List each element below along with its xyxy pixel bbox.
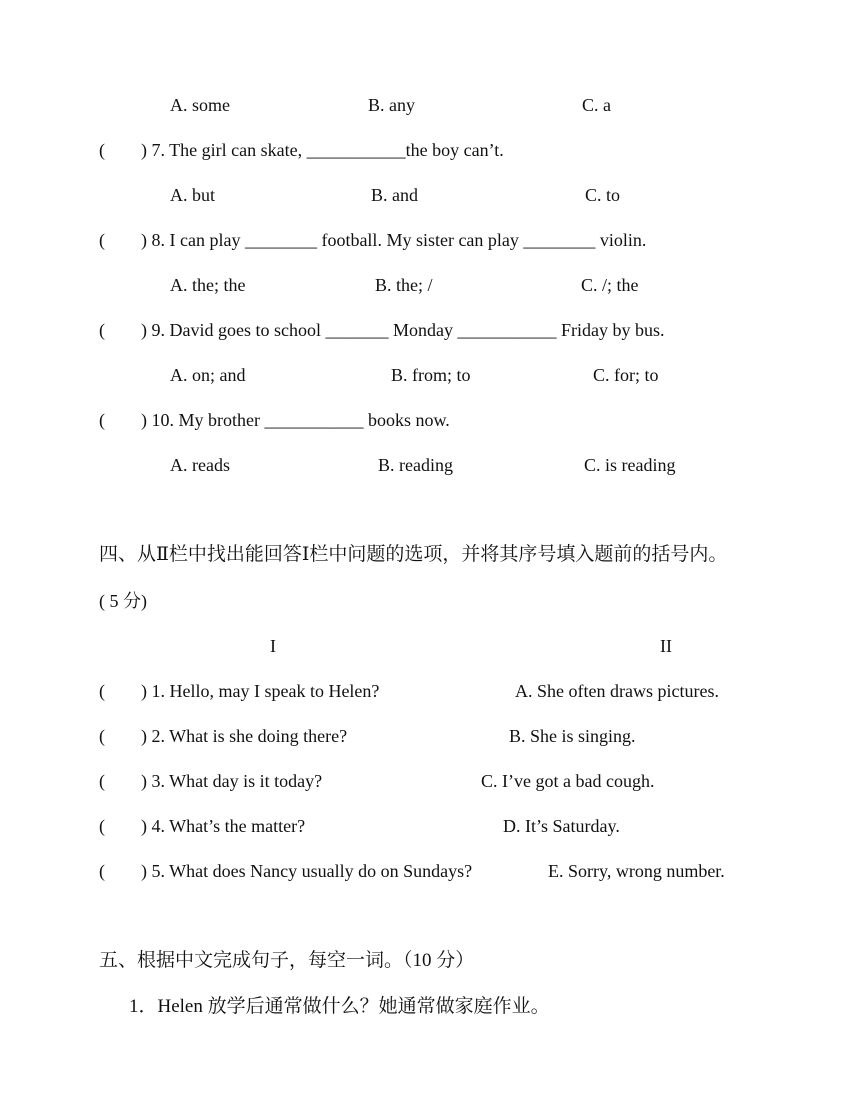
q10-option-c: C. is reading [584, 455, 676, 475]
question-8: ( ) 8. I can play ________ football. My sister can play ________ violin. [99, 230, 647, 250]
q6-option-a: A. some [170, 95, 230, 115]
q8-option-b: B. the; / [375, 275, 433, 295]
q9-option-c: C. for; to [593, 365, 659, 385]
q6-option-b: B. any [368, 95, 415, 115]
match-question-1: ( ) 1. Hello, may I speak to Helen? [99, 681, 380, 701]
q10-option-b: B. reading [378, 455, 453, 475]
match-answer-e: E. Sorry, wrong number. [548, 861, 725, 881]
match-answer-a: A. She often draws pictures. [515, 681, 719, 701]
part5-heading: 五、根据中文完成句子，每空一词。（10 分） [99, 950, 475, 971]
match-question-3: ( ) 3. What day is it today? [99, 771, 323, 791]
match-question-2: ( ) 2. What is she doing there? [99, 726, 348, 746]
part4-heading: 四、从Ⅱ栏中找出能回答Ⅰ栏中问题的选项，并将其序号填入题前的括号内。 [99, 544, 728, 565]
match-answer-b: B. She is singing. [509, 726, 636, 746]
q7-option-c: C. to [585, 185, 621, 205]
part4-score: ( 5 分) [99, 591, 147, 611]
match-answer-c: C. I’ve got a bad cough. [481, 771, 655, 791]
question-9: ( ) 9. David goes to school _______ Monday ___________ Friday by bus. [99, 320, 665, 340]
q8-option-a: A. the; the [170, 275, 246, 295]
question-10: ( ) 10. My brother ___________ books now. [99, 410, 450, 430]
q7-option-b: B. and [371, 185, 418, 205]
question-7: ( ) 7. The girl can skate, ___________the boy can’t. [99, 140, 504, 160]
match-question-5: ( ) 5. What does Nancy usually do on Sundays? [99, 861, 473, 881]
column-2-header: II [660, 636, 672, 656]
match-answer-d: D. It’s Saturday. [503, 816, 620, 836]
q8-option-c: C. /; the [581, 275, 639, 295]
column-1-header: I [270, 636, 276, 656]
part5-question-1: 1．Helen 放学后通常做什么？她通常做家庭作业。 [129, 996, 550, 1017]
q10-option-a: A. reads [170, 455, 230, 475]
q9-option-b: B. from; to [391, 365, 471, 385]
q9-option-a: A. on; and [170, 365, 246, 385]
q6-option-c: C. a [582, 95, 611, 115]
q7-option-a: A. but [170, 185, 215, 205]
match-question-4: ( ) 4. What’s the matter? [99, 816, 306, 836]
